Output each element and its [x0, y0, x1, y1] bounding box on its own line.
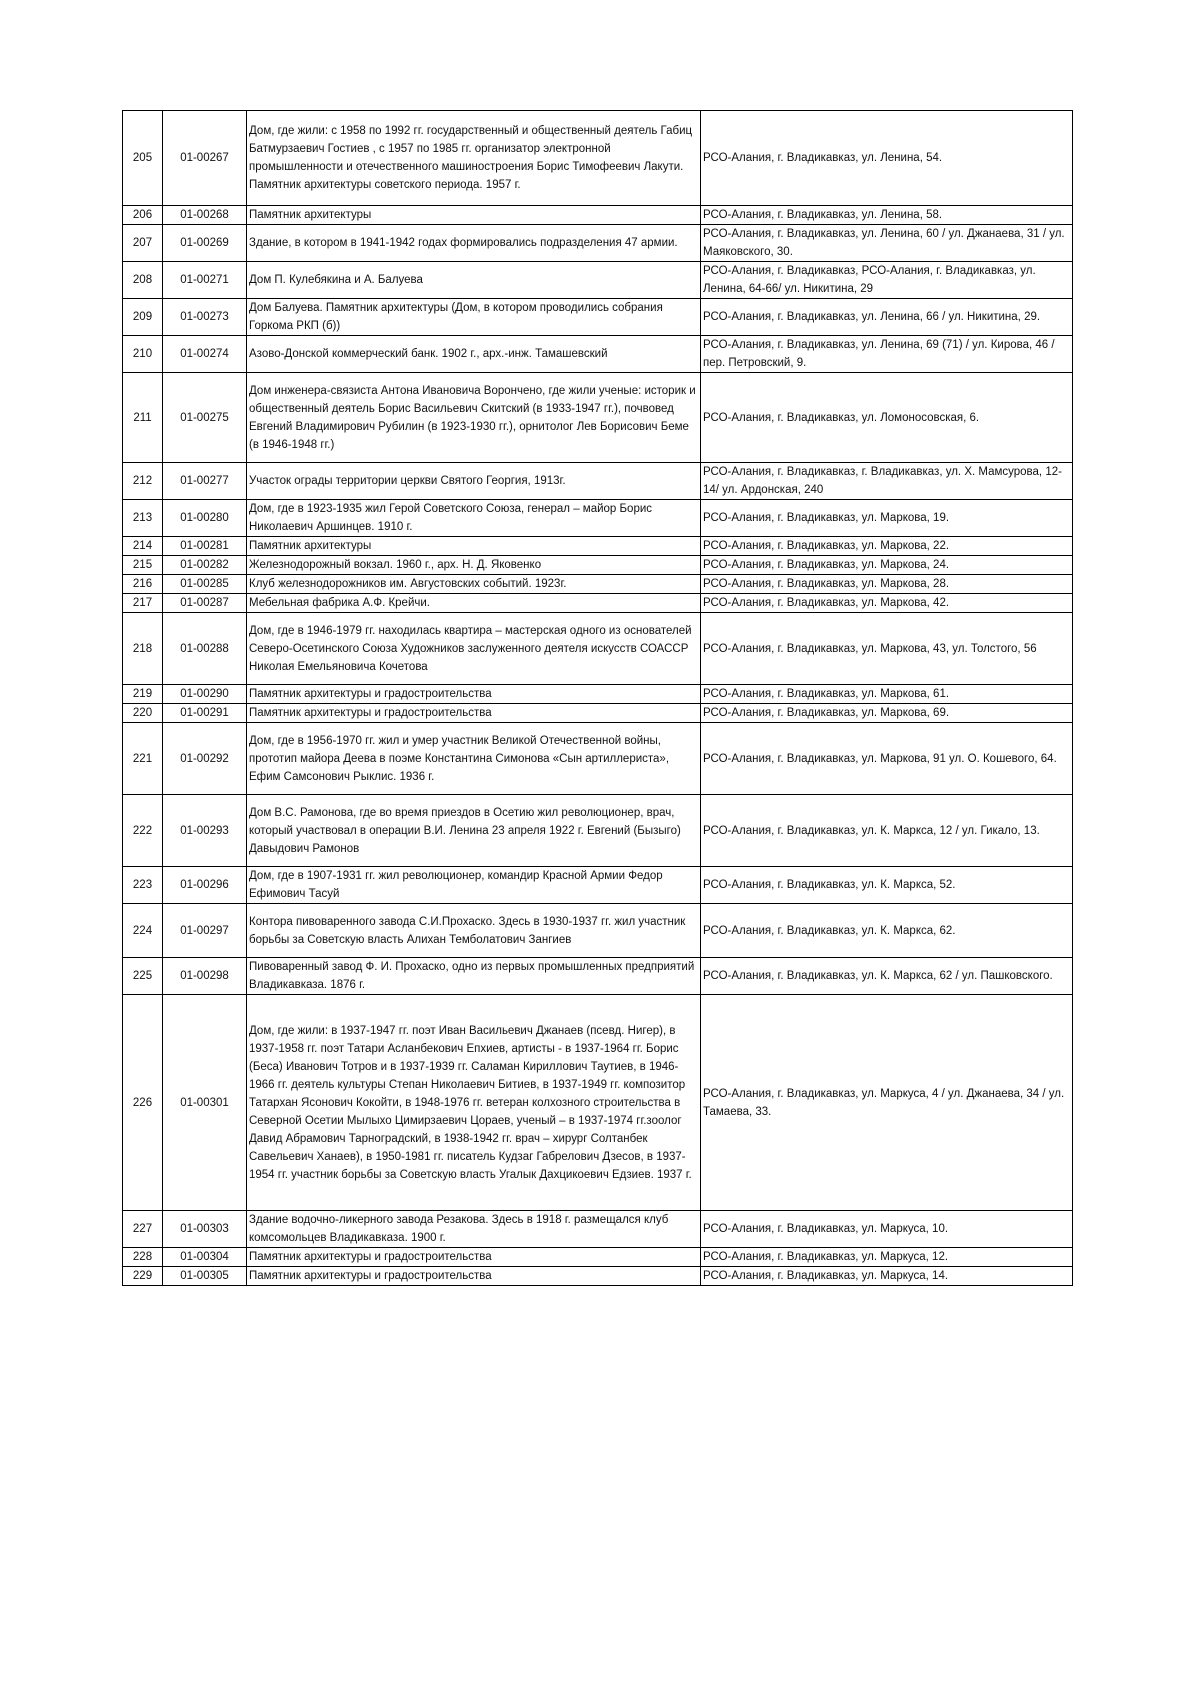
- row-number: 225: [123, 958, 163, 995]
- object-description: Здание водочно-ликерного завода Резакова. Здесь в 1918 г. размещался клуб комсомольцев Владикавказа. 1900 г.: [247, 1211, 701, 1248]
- object-address: РСО-Алания, г. Владикавказ, ул. Маркуса, 10.: [701, 1211, 1073, 1248]
- registry-code: 01-00304: [163, 1248, 247, 1267]
- object-description: Азово-Донской коммерческий банк. 1902 г., арх.-инж. Тамашевский: [247, 336, 701, 373]
- object-address: РСО-Алания, г. Владикавказ, ул. Маркова, 91 ул. О. Кошевого, 64.: [701, 723, 1073, 795]
- object-description: Контора пивоваренного завода С.И.Прохаско. Здесь в 1930-1937 гг. жил участник борьбы за Советскую власть Алихан Темболатович Зангиев: [247, 904, 701, 958]
- object-description: Здание, в котором в 1941-1942 годах формировались подразделения 47 армии.: [247, 225, 701, 262]
- table-row: [123, 613, 1073, 685]
- registry-code: 01-00271: [163, 262, 247, 299]
- object-address: РСО-Алания, г. Владикавказ, ул. К. Маркса, 62 / ул. Пашковского.: [701, 958, 1073, 995]
- object-description: Памятник архитектуры и градостроительства: [247, 685, 701, 704]
- row-number: 205: [123, 111, 163, 206]
- registry-code: 01-00305: [163, 1267, 247, 1286]
- table-row: [123, 206, 1073, 225]
- registry-code: 01-00296: [163, 867, 247, 904]
- object-description: Дом П. Кулебякина и А. Балуева: [247, 262, 701, 299]
- table-row: [123, 704, 1073, 723]
- object-address: РСО-Алания, г. Владикавказ, ул. Ленина, 58.: [701, 206, 1073, 225]
- table-row: [123, 225, 1073, 262]
- object-address: РСО-Алания, г. Владикавказ, ул. Маркова, 28.: [701, 575, 1073, 594]
- object-description: Дом, где жили: в 1937-1947 гг. поэт Иван Васильевич Джанаев (псевд. Нигер), в 1937-1958 гг. поэт Татари Асланбекович Епхиев, артисты - в 1937-1964 гг. Борис (Беса) Иванович Тотров и в 1937-1939 гг. Саламан Кириллович Таутиев, в 1946-1966 гг. деятель культуры Степан Николаевич Битиев, в 1937-1949 гг. композитор Татархан Ясонович Кокойти, в 1948-1976 гг. ветеран колхозного строительства в Северной Осетии Мылыхо Цимирзаевич Цораев, ученый – в 1937-1974 гг.зоолог Давид Абрамович Тарноградский, в 1938-1942 гг. врач – хирург Солтанбек Савельевич Ханаев), в 1950-1981 гг. писатель Кудзаг Габрелович Дзесов, в 1937-1954 гг. участник борьбы за Советскую власть Угалык Дахцикоевич Едзиев. 1937 г.: [247, 995, 701, 1211]
- table-row: [123, 1267, 1073, 1286]
- table-row: [123, 537, 1073, 556]
- registry-code: 01-00291: [163, 704, 247, 723]
- object-address: РСО-Алания, г. Владикавказ, ул. К. Маркса, 12 / ул. Гикало, 13.: [701, 795, 1073, 867]
- row-number: 227: [123, 1211, 163, 1248]
- row-number: 212: [123, 463, 163, 500]
- registry-code: 01-00282: [163, 556, 247, 575]
- registry-code: 01-00297: [163, 904, 247, 958]
- table-row: [123, 958, 1073, 995]
- table-row: [123, 995, 1073, 1211]
- row-number: 206: [123, 206, 163, 225]
- row-number: 216: [123, 575, 163, 594]
- table-row: [123, 336, 1073, 373]
- table-row: [123, 594, 1073, 613]
- object-address: РСО-Алания, г. Владикавказ, ул. Ленина, 66 / ул. Никитина, 29.: [701, 299, 1073, 336]
- object-description: Дом, где в 1923-1935 жил Герой Советского Союза, генерал – майор Борис Николаевич Аршинцев. 1910 г.: [247, 500, 701, 537]
- object-address: РСО-Алания, г. Владикавказ, ул. К. Маркса, 52.: [701, 867, 1073, 904]
- object-address: РСО-Алания, г. Владикавказ, ул. Маркова, 19.: [701, 500, 1073, 537]
- registry-code: 01-00290: [163, 685, 247, 704]
- row-number: 213: [123, 500, 163, 537]
- registry-code: 01-00281: [163, 537, 247, 556]
- row-number: 208: [123, 262, 163, 299]
- row-number: 218: [123, 613, 163, 685]
- object-address: РСО-Алания, г. Владикавказ, ул. Маркова, 24.: [701, 556, 1073, 575]
- row-number: 219: [123, 685, 163, 704]
- object-description: Пивоваренный завод Ф. И. Прохаско, одно из первых промышленных предприятий Владикавказа. 1876 г.: [247, 958, 701, 995]
- row-number: 226: [123, 995, 163, 1211]
- registry-code: 01-00303: [163, 1211, 247, 1248]
- heritage-register-sheet: [122, 110, 1072, 1286]
- row-number: 217: [123, 594, 163, 613]
- object-address: РСО-Алания, г. Владикавказ, ул. К. Маркса, 62.: [701, 904, 1073, 958]
- object-address: РСО-Алания, г. Владикавказ, г. Владикавказ, ул. Х. Мамсурова, 12-14/ ул. Ардонская, 240: [701, 463, 1073, 500]
- object-address: РСО-Алания, г. Владикавказ, ул. Ломоносовская, 6.: [701, 373, 1073, 463]
- table-row: [123, 500, 1073, 537]
- object-description: Памятник архитектуры и градостроительства: [247, 1248, 701, 1267]
- object-address: РСО-Алания, г. Владикавказ, ул. Ленина, 60 / ул. Джанаева, 31 / ул. Маяковского, 30.: [701, 225, 1073, 262]
- heritage-register-table: [122, 110, 1073, 1286]
- object-address: РСО-Алания, г. Владикавказ, ул. Маркуса, 14.: [701, 1267, 1073, 1286]
- object-address: РСО-Алания, г. Владикавказ, ул. Маркуса, 12.: [701, 1248, 1073, 1267]
- registry-code: 01-00277: [163, 463, 247, 500]
- registry-code: 01-00267: [163, 111, 247, 206]
- object-description: Дом инженера-связиста Антона Ивановича Ворончено, где жили ученые: историк и общественный деятель Борис Васильевич Скитский (в 1933-1947 гг.), почвовед Евгений Владимирович Рубилин (в 1923-1930 гг.), орнитолог Лев Борисович Беме (в 1946-1948 гг.): [247, 373, 701, 463]
- registry-code: 01-00293: [163, 795, 247, 867]
- registry-code: 01-00288: [163, 613, 247, 685]
- table-row: [123, 463, 1073, 500]
- object-description: Дом Балуева. Памятник архитектуры (Дом, в котором проводились собрания Горкома РКП (б)): [247, 299, 701, 336]
- registry-code: 01-00298: [163, 958, 247, 995]
- object-description: Дом, где в 1907-1931 гг. жил революционер, командир Красной Армии Федор Ефимович Тасуй: [247, 867, 701, 904]
- row-number: 211: [123, 373, 163, 463]
- registry-code: 01-00275: [163, 373, 247, 463]
- table-row: [123, 111, 1073, 206]
- object-address: РСО-Алания, г. Владикавказ, ул. Маркова, 61.: [701, 685, 1073, 704]
- object-address: РСО-Алания, г. Владикавказ, ул. Маркова, 42.: [701, 594, 1073, 613]
- row-number: 210: [123, 336, 163, 373]
- object-address: РСО-Алания, г. Владикавказ, ул. Маркова, 22.: [701, 537, 1073, 556]
- registry-code: 01-00268: [163, 206, 247, 225]
- row-number: 209: [123, 299, 163, 336]
- object-address: РСО-Алания, г. Владикавказ, ул. Маркуса, 4 / ул. Джанаева, 34 / ул. Тамаева, 33.: [701, 995, 1073, 1211]
- row-number: 221: [123, 723, 163, 795]
- object-description: Памятник архитектуры: [247, 206, 701, 225]
- table-body: [123, 111, 1073, 1286]
- table-row: [123, 575, 1073, 594]
- table-row: [123, 1211, 1073, 1248]
- object-address: РСО-Алания, г. Владикавказ, ул. Маркова, 69.: [701, 704, 1073, 723]
- row-number: 215: [123, 556, 163, 575]
- object-description: Дом, где в 1956-1970 гг. жил и умер участник Великой Отечественной войны, прототип майора Деева в поэме Константина Симонова «Сын артиллериста», Ефим Самсонович Рыклис. 1936 г.: [247, 723, 701, 795]
- table-row: [123, 685, 1073, 704]
- object-description: Участок ограды территории церкви Святого Георгия, 1913г.: [247, 463, 701, 500]
- table-row: [123, 723, 1073, 795]
- object-description: Памятник архитектуры и градостроительства: [247, 1267, 701, 1286]
- registry-code: 01-00274: [163, 336, 247, 373]
- object-description: Памятник архитектуры: [247, 537, 701, 556]
- row-number: 223: [123, 867, 163, 904]
- object-description: Дом, где жили: с 1958 по 1992 гг. государственный и общественный деятель Габиц Батмурзаевич Гостиев , с 1957 по 1985 гг. организатор электронной промышленности и отечественного машиностроения Борис Тимофеевич Лакути. Памятник архитектуры советского периода. 1957 г.: [247, 111, 701, 206]
- table-row: [123, 373, 1073, 463]
- row-number: 224: [123, 904, 163, 958]
- object-address: РСО-Алания, г. Владикавказ, ул. Ленина, 54.: [701, 111, 1073, 206]
- table-row: [123, 867, 1073, 904]
- row-number: 222: [123, 795, 163, 867]
- object-description: Дом, где в 1946-1979 гг. находилась квартира – мастерская одного из основателей Северо-Осетинского Союза Художников заслуженного деятеля искусств СОАССР Николая Емельяновича Кочетова: [247, 613, 701, 685]
- registry-code: 01-00292: [163, 723, 247, 795]
- registry-code: 01-00273: [163, 299, 247, 336]
- registry-code: 01-00269: [163, 225, 247, 262]
- object-description: Дом В.С. Рамонова, где во время приездов в Осетию жил революционер, врач, который участвовал в операции В.И. Ленина 23 апреля 1922 г. Евгений (Бызыго) Давыдович Рамонов: [247, 795, 701, 867]
- table-row: [123, 556, 1073, 575]
- registry-code: 01-00301: [163, 995, 247, 1211]
- object-address: РСО-Алания, г. Владикавказ, РСО-Алания, г. Владикавказ, ул. Ленина, 64-66/ ул. Никитина, 29: [701, 262, 1073, 299]
- object-address: РСО-Алания, г. Владикавказ, ул. Маркова, 43, ул. Толстого, 56: [701, 613, 1073, 685]
- row-number: 229: [123, 1267, 163, 1286]
- table-row: [123, 262, 1073, 299]
- object-address: РСО-Алания, г. Владикавказ, ул. Ленина, 69 (71) / ул. Кирова, 46 / пер. Петровский, 9.: [701, 336, 1073, 373]
- object-description: Мебельная фабрика А.Ф. Крейчи.: [247, 594, 701, 613]
- table-row: [123, 299, 1073, 336]
- registry-code: 01-00280: [163, 500, 247, 537]
- table-row: [123, 795, 1073, 867]
- row-number: 207: [123, 225, 163, 262]
- table-row: [123, 1248, 1073, 1267]
- registry-code: 01-00287: [163, 594, 247, 613]
- table-row: [123, 904, 1073, 958]
- registry-code: 01-00285: [163, 575, 247, 594]
- object-description: Железнодорожный вокзал. 1960 г., арх. Н. Д. Яковенко: [247, 556, 701, 575]
- object-description: Памятник архитектуры и градостроительства: [247, 704, 701, 723]
- row-number: 228: [123, 1248, 163, 1267]
- row-number: 214: [123, 537, 163, 556]
- object-description: Клуб железнодорожников им. Августовских событий. 1923г.: [247, 575, 701, 594]
- row-number: 220: [123, 704, 163, 723]
